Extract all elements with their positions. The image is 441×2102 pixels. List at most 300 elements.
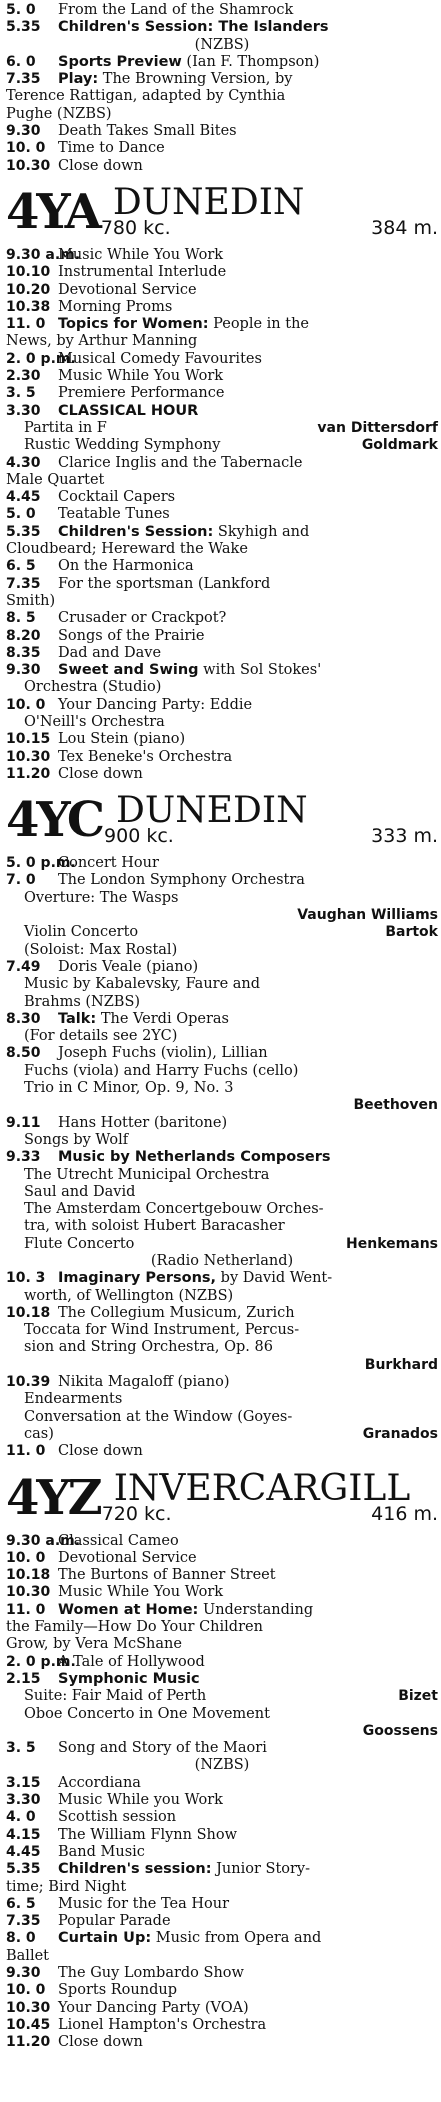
program-line	[6, 37, 438, 54]
program-time: 3. 5	[6, 1740, 36, 1757]
program-text: Music While you Work	[58, 1792, 223, 1809]
program-line	[6, 1115, 438, 1132]
station-city: DUNEDIN	[116, 790, 308, 832]
program-text: Dad and Dave	[58, 644, 162, 661]
program-line	[6, 1567, 438, 1584]
composer-name: Beethoven	[353, 1097, 438, 1114]
program-text-tail: (Ian F. Thompson)	[181, 53, 320, 70]
program-line	[6, 942, 438, 959]
program-line	[6, 1706, 438, 1723]
program-line	[6, 976, 438, 993]
program-text: Conversation at the Window (Goyes-	[24, 1408, 293, 1425]
station-callsign: 4YZ	[6, 1469, 100, 1526]
program-title-bold: Curtain Up:	[58, 1930, 152, 1947]
program-line	[6, 890, 438, 907]
program-line	[6, 1861, 438, 1878]
program-line	[6, 1982, 438, 1999]
program-line	[6, 1757, 438, 1774]
program-time: 9.30 a.m.	[6, 246, 81, 263]
program-line	[6, 1011, 438, 1028]
program-line	[6, 158, 438, 175]
program-text: Morning Proms	[58, 298, 173, 315]
program-line	[6, 1740, 438, 1757]
station-header	[6, 183, 438, 241]
program-time: 2.15	[6, 1670, 41, 1687]
program-text: Doris Veale (piano)	[58, 958, 199, 975]
program-line	[6, 855, 438, 872]
program-time: 4.30	[6, 454, 41, 471]
program-text: Music While You Work	[58, 368, 224, 385]
program-time: 11. 0	[6, 1601, 46, 1618]
program-line	[6, 437, 438, 454]
program-text: The William Flynn Show	[58, 1826, 237, 1843]
program-time: 10.30	[6, 157, 51, 174]
program-text: Your Dancing Party: Eddie	[58, 696, 253, 713]
program-text: Partita in F	[24, 419, 107, 436]
program-text: Close down	[58, 765, 143, 782]
program-text: Grow, by Vera McShane	[6, 1636, 182, 1653]
program-line	[6, 1584, 438, 1601]
program-time: 10. 3	[6, 1270, 46, 1287]
program-text: (Radio Netherland)	[150, 1253, 294, 1269]
program-time: 10. 0	[6, 1549, 46, 1566]
program-text: worth, of Wellington (NZBS)	[24, 1287, 234, 1304]
program-title-bold: Talk:	[58, 1010, 97, 1027]
program-text: Tex Beneke's Orchestra	[58, 748, 233, 765]
program-text: Rustic Wedding Symphony	[24, 437, 221, 454]
program-time: 6. 5	[6, 558, 36, 575]
program-text: The London Symphony Orchestra	[58, 872, 305, 889]
station-header	[6, 1469, 438, 1527]
program-text: Songs of the Prairie	[58, 627, 205, 644]
program-time: 2. 0 p.m.	[6, 1653, 76, 1670]
program-time: 8.35	[6, 644, 41, 661]
station-callsign: 4YC	[6, 792, 103, 849]
program-line	[6, 1063, 438, 1080]
listing-page	[6, 2, 438, 2051]
program-line	[6, 264, 438, 281]
program-time: 7.35	[6, 575, 41, 592]
program-time: 6. 0	[6, 53, 36, 70]
program-text: Time to Dance	[58, 140, 165, 157]
program-line	[6, 994, 438, 1011]
program-text: Popular Parade	[58, 1913, 171, 1930]
program-time: 2.30	[6, 368, 41, 385]
program-text-tail: with Sol Stokes'	[198, 662, 322, 679]
program-time: 7.49	[6, 958, 41, 975]
program-text: Orchestra (Studio)	[24, 679, 162, 696]
program-line	[6, 299, 438, 316]
program-text: Violin Concerto	[24, 924, 139, 941]
program-line	[6, 1913, 438, 1930]
program-time: 8. 0	[6, 1930, 36, 1947]
program-line	[6, 316, 438, 333]
program-text: The Guy Lombardo Show	[58, 1964, 244, 1981]
program-title-bold: Children's Session:	[58, 523, 214, 540]
program-line	[6, 679, 438, 696]
program-time: 9.30	[6, 662, 41, 679]
program-text: Teatable Tunes	[58, 506, 170, 523]
program-time: 3.30	[6, 1792, 41, 1809]
program-time: 9.33	[6, 1149, 41, 1166]
program-text-tail: Junior Story-	[211, 1861, 311, 1878]
composer-name: Bizet	[398, 1688, 438, 1705]
program-text: Devotional Service	[58, 281, 197, 298]
program-line	[6, 1965, 438, 1982]
program-text: Toccata for Wind Instrument, Percus-	[24, 1322, 300, 1339]
program-text: News, by Arthur Manning	[6, 333, 198, 350]
program-time: 11. 0	[6, 316, 46, 333]
program-line	[6, 368, 438, 385]
program-time: 4.15	[6, 1826, 41, 1843]
program-line	[6, 88, 438, 105]
program-text: Overture: The Wasps	[24, 889, 179, 906]
program-text: Musical Comedy Favourites	[58, 350, 262, 367]
station-frequency: 780 kc.	[100, 216, 171, 239]
program-text: Joseph Fuchs (violin), Lillian	[58, 1045, 268, 1062]
program-time: 10.38	[6, 298, 51, 315]
program-time: 7. 0	[6, 872, 36, 889]
program-line	[6, 1080, 438, 1097]
program-line	[6, 1218, 438, 1235]
program-line	[6, 333, 438, 350]
program-text: Lionel Hampton's Orchestra	[58, 2016, 267, 2033]
program-line	[6, 506, 438, 523]
program-time: 10.20	[6, 281, 51, 298]
program-line	[6, 924, 438, 941]
program-line	[6, 645, 438, 662]
program-line	[6, 455, 438, 472]
program-text: Death Takes Small Bites	[58, 123, 237, 140]
program-time: 10. 0	[6, 1982, 46, 1999]
program-title-bold: CLASSICAL HOUR	[58, 402, 199, 419]
program-line	[6, 1775, 438, 1792]
program-time: 10.30	[6, 748, 51, 765]
program-line	[6, 1443, 438, 1460]
program-time: 5. 0	[6, 2, 36, 18]
program-line	[6, 1636, 438, 1653]
program-line	[6, 593, 438, 610]
composer-name: van Dittersdorf	[317, 419, 438, 436]
program-text: Brahms (NZBS)	[24, 993, 141, 1010]
program-line	[6, 959, 438, 976]
program-line	[6, 1602, 438, 1619]
program-title-bold: Sweet and Swing	[58, 662, 199, 679]
station-city: DUNEDIN	[112, 181, 305, 223]
program-text: Accordiana	[58, 1774, 141, 1791]
program-line	[6, 19, 438, 36]
station-wavelength: 333 m.	[371, 825, 438, 848]
program-line	[6, 1028, 438, 1045]
program-time: 10.18	[6, 1567, 51, 1584]
program-title-bold: Children's session:	[58, 1861, 212, 1878]
program-line	[6, 697, 438, 714]
program-line	[6, 1533, 438, 1550]
program-text: Flute Concerto	[24, 1235, 135, 1252]
program-text: Close down	[58, 157, 143, 174]
program-time: 11.20	[6, 2034, 51, 2051]
program-line	[6, 1391, 438, 1408]
program-text: Song and Story of the Maori	[58, 1740, 267, 1757]
program-text: O'Neill's Orchestra	[24, 713, 165, 730]
program-time: 5.35	[6, 523, 41, 540]
program-time: 5. 0	[6, 506, 36, 523]
composer-name: Granados	[362, 1425, 438, 1442]
program-line	[6, 54, 438, 71]
program-text: The Utrecht Municipal Orchestra	[24, 1166, 270, 1183]
program-text: Music for the Tea Hour	[58, 1895, 230, 1912]
program-line	[6, 1339, 438, 1356]
program-line	[6, 1426, 438, 1443]
program-text: Premiere Performance	[58, 385, 225, 402]
program-line	[6, 1305, 438, 1322]
program-text: the Family—How Do Your Children	[6, 1619, 263, 1636]
program-time: 10.39	[6, 1374, 51, 1391]
program-title-bold: Women at Home:	[58, 1601, 199, 1618]
program-text: (NZBS)	[194, 1757, 250, 1774]
program-time: 9.30	[6, 1964, 41, 1981]
program-text: Lou Stein (piano)	[58, 731, 186, 748]
program-title-bold: Sports Preview	[58, 53, 182, 70]
station-city: INVERCARGILL	[113, 1467, 411, 1509]
program-time: 7.35	[6, 71, 41, 88]
program-text: Instrumental Interlude	[58, 264, 227, 281]
program-line	[6, 351, 438, 368]
program-text: Your Dancing Party (VOA)	[58, 1999, 249, 2016]
program-text: Close down	[58, 2034, 143, 2051]
program-line	[6, 558, 438, 575]
program-line	[6, 731, 438, 748]
program-text-tail: Music from Opera and	[151, 1930, 322, 1947]
program-text-tail: The Browning Version, by	[98, 71, 293, 88]
program-text: On the Harmonica	[58, 558, 194, 575]
program-line	[6, 1844, 438, 1861]
program-line	[6, 1097, 438, 1114]
program-line	[6, 610, 438, 627]
program-line	[6, 2017, 438, 2034]
program-text: Scottish session	[58, 1809, 177, 1826]
program-text: Pughe (NZBS)	[6, 105, 112, 122]
program-text: Music by Kabalevsky, Faure and	[24, 976, 261, 993]
program-line	[6, 1270, 438, 1287]
program-line	[6, 2034, 438, 2051]
program-line	[6, 1930, 438, 1947]
program-title-bold: Play:	[58, 71, 99, 88]
program-text: Concert Hour	[58, 855, 159, 872]
program-time: 5. 0 p.m.	[6, 855, 76, 872]
program-text: Cloudbeard; Hereward the Wake	[6, 541, 248, 558]
program-line	[6, 1879, 438, 1896]
program-line	[6, 1654, 438, 1671]
program-time: 8.50	[6, 1045, 41, 1062]
station-frequency: 900 kc.	[104, 825, 174, 848]
program-line	[6, 247, 438, 264]
program-line	[6, 1045, 438, 1062]
program-line	[6, 1723, 438, 1740]
program-text: tra, with soloist Hubert Baracasher	[24, 1218, 285, 1235]
program-text: Songs by Wolf	[24, 1131, 129, 1148]
program-time: 3.15	[6, 1774, 41, 1791]
program-text-tail: by David Went-	[216, 1270, 333, 1287]
program-title-bold: Symphonic Music	[58, 1670, 200, 1687]
program-line	[6, 628, 438, 645]
program-time: 5.35	[6, 1861, 41, 1878]
program-line	[6, 1132, 438, 1149]
program-line	[6, 1809, 438, 1826]
program-line	[6, 385, 438, 402]
program-time: 4.45	[6, 1843, 41, 1860]
program-time: 8.30	[6, 1010, 41, 1027]
station-header	[6, 791, 438, 849]
program-text: Nikita Magaloff (piano)	[58, 1374, 230, 1391]
program-line	[6, 1374, 438, 1391]
program-text: Terence Rattigan, adapted by Cynthia	[6, 88, 286, 105]
station-callsign: 4YA	[6, 183, 99, 240]
program-text: Male Quartet	[6, 471, 105, 488]
program-time: 4. 0	[6, 1809, 36, 1826]
program-line	[6, 576, 438, 593]
program-text: Crusader or Crackpot?	[58, 610, 227, 627]
program-line	[6, 472, 438, 489]
program-text: The Burtons of Banner Street	[58, 1567, 276, 1584]
program-text: Band Music	[58, 1843, 145, 1860]
program-line	[6, 1792, 438, 1809]
program-time: 9.30 a.m.	[6, 1532, 81, 1549]
composer-name: Bartok	[385, 924, 438, 941]
program-text: (Soloist: Max Rostal)	[24, 941, 178, 958]
program-line	[6, 1671, 438, 1688]
program-text: Smith)	[6, 592, 56, 609]
program-line	[6, 872, 438, 889]
program-title-bold: Imaginary Persons,	[58, 1270, 217, 1287]
program-line	[6, 1201, 438, 1218]
program-line	[6, 489, 438, 506]
program-text: cas)	[24, 1425, 54, 1442]
program-text: Sports Roundup	[58, 1982, 177, 1999]
program-line	[6, 106, 438, 123]
program-line	[6, 1948, 438, 1965]
program-line	[6, 282, 438, 299]
program-line	[6, 2000, 438, 2017]
program-line	[6, 1236, 438, 1253]
program-text: sion and String Orchestra, Op. 86	[24, 1339, 273, 1356]
program-title-bold: Topics for Women:	[58, 316, 209, 333]
program-time: 10.45	[6, 2016, 51, 2033]
program-line	[6, 123, 438, 140]
program-line	[6, 1184, 438, 1201]
program-line	[6, 1288, 438, 1305]
program-line	[6, 1322, 438, 1339]
program-title-bold: Music by Netherlands Composers	[58, 1149, 331, 1166]
station-frequency: 720 kc.	[101, 1502, 172, 1525]
program-time: 3. 5	[6, 385, 36, 402]
program-line	[6, 1896, 438, 1913]
program-line	[6, 907, 438, 924]
composer-name: Burkhard	[364, 1356, 438, 1373]
program-text: Fuchs (viola) and Harry Fuchs (cello)	[24, 1062, 299, 1079]
program-text: (For details see 2YC)	[24, 1028, 178, 1045]
program-time: 10.18	[6, 1304, 51, 1321]
program-text: Close down	[58, 1443, 143, 1460]
program-time: 8.20	[6, 627, 41, 644]
program-text: Suite: Fair Maid of Perth	[24, 1688, 207, 1705]
program-text: time; Bird Night	[6, 1878, 127, 1895]
composer-name: Goldmark	[361, 437, 438, 454]
program-text: Hans Hotter (baritone)	[58, 1114, 228, 1131]
program-time: 9.11	[6, 1114, 41, 1131]
program-text: The Collegium Musicum, Zurich	[58, 1304, 295, 1321]
program-text: Endearments	[24, 1391, 123, 1408]
program-text: Oboe Concerto in One Movement	[24, 1705, 270, 1722]
program-text: The Amsterdam Concertgebouw Orches-	[24, 1201, 324, 1218]
program-time: 2. 0 p.m.	[6, 350, 76, 367]
program-time: 11.20	[6, 765, 51, 782]
program-text: Saul and David	[24, 1183, 136, 1200]
program-line	[6, 541, 438, 558]
program-time: 10.30	[6, 1584, 51, 1601]
program-title-bold: Children's Session: The Islanders	[58, 19, 329, 36]
station-wavelength: 384 m.	[371, 216, 438, 239]
program-line	[6, 71, 438, 88]
program-time: 4.45	[6, 489, 41, 506]
program-line	[6, 749, 438, 766]
program-text-tail: Understanding	[198, 1601, 314, 1618]
program-text: Clarice Inglis and the Tabernacle	[58, 454, 303, 471]
program-time: 8. 5	[6, 610, 36, 627]
program-line	[6, 766, 438, 783]
program-line	[6, 1550, 438, 1567]
composer-name: Henkemans	[346, 1235, 438, 1252]
station-wavelength: 416 m.	[371, 1502, 438, 1525]
program-text-tail: Skyhigh and	[213, 523, 310, 540]
program-text: Trio in C Minor, Op. 9, No. 3	[24, 1080, 234, 1097]
program-line	[6, 2, 438, 19]
program-text: A Tale of Hollywood	[58, 1653, 205, 1670]
program-text: Cocktail Capers	[58, 489, 176, 506]
program-line	[6, 1827, 438, 1844]
program-time: 11. 0	[6, 1443, 46, 1460]
program-line	[6, 140, 438, 157]
program-line	[6, 403, 438, 420]
program-text: For the sportsman (Lankford	[58, 575, 271, 592]
program-text: Ballet	[6, 1947, 49, 1964]
program-text: Classical Cameo	[58, 1532, 179, 1549]
program-line	[6, 1688, 438, 1705]
composer-name: Vaughan Williams	[297, 907, 438, 924]
program-text: (NZBS)	[194, 36, 250, 53]
program-line	[6, 420, 438, 437]
program-text: Devotional Service	[58, 1549, 197, 1566]
program-time: 6. 5	[6, 1895, 36, 1912]
program-line	[6, 524, 438, 541]
program-text-tail: The Verdi Operas	[96, 1010, 229, 1027]
program-line	[6, 714, 438, 731]
program-time: 10. 0	[6, 696, 46, 713]
program-line	[6, 1357, 438, 1374]
program-time: 10.30	[6, 1999, 51, 2016]
program-line	[6, 1149, 438, 1166]
composer-name: Goossens	[362, 1722, 438, 1739]
program-text-tail: People in the	[208, 316, 309, 333]
program-line	[6, 1253, 438, 1270]
program-time: 5.35	[6, 19, 41, 36]
program-line	[6, 1619, 438, 1636]
program-time: 3.30	[6, 402, 41, 419]
program-line	[6, 1409, 438, 1426]
program-time: 10.15	[6, 731, 51, 748]
program-line	[6, 1167, 438, 1184]
program-text: From the Land of the Shamrock	[58, 2, 294, 18]
